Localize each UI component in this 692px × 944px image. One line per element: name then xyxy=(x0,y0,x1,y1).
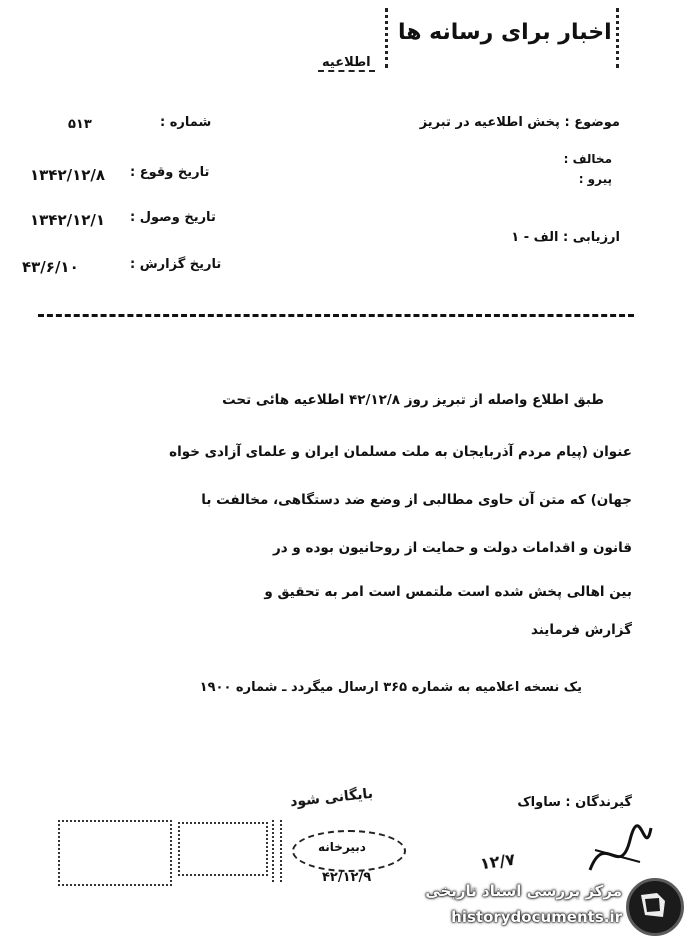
archive-url: historydocuments.ir xyxy=(451,908,622,926)
evaluation-label: ارزیابی : xyxy=(563,230,620,245)
follower-label: پیرو : xyxy=(578,172,612,186)
opponent-label: مخالف : xyxy=(563,152,612,166)
archive-logo-icon xyxy=(626,878,684,936)
classification-label: اطلاعیه xyxy=(318,55,375,72)
body-line: گزارش فرمایند xyxy=(530,622,632,638)
received-date-value: ۱۳۴۲/۱۲/۱ xyxy=(30,211,106,229)
recipients-label: گیرندگان : xyxy=(565,795,632,810)
archive-watermark xyxy=(402,874,692,944)
archive-org-name: مرکز بررسی اسناد تاریخی xyxy=(425,882,622,900)
body-line: طبق اطلاع واصله از تبریز روز ۴۲/۱۲/۸ اطلاعیه هائی تحت xyxy=(222,392,604,408)
evaluation-row xyxy=(511,230,620,245)
office-stamp-number: ۴۲/۱۲/۹ xyxy=(322,870,372,885)
office-stamp-text: دبیرخانه xyxy=(318,840,366,854)
number-label: شماره : xyxy=(160,115,212,130)
event-date-value: ۱۳۴۲/۱۲/۸ xyxy=(30,166,106,184)
report-date-label: تاریخ گزارش : xyxy=(130,257,222,272)
body-line: عنوان (پیام مردم آذربایجان به ملت مسلمان ایران و علمای آزادی خواه xyxy=(169,444,632,460)
stamp-divider xyxy=(272,820,282,882)
report-date-value: ۴۳/۶/۱۰ xyxy=(22,258,79,276)
header-stamp-title: اخبار برای رسانه ها xyxy=(398,20,612,45)
body-line: قانون و اقدامات دولت و حمایت از روحانیون بوده و در xyxy=(273,540,632,556)
recipients-value: ساواک xyxy=(517,795,561,810)
body-line: بین اهالی پخش شده است ملتمس است امر به تحقیق و xyxy=(264,584,632,600)
subject-label: موضوع : xyxy=(564,115,620,130)
empty-stamp-box xyxy=(178,822,268,876)
handwritten-initials: ۱۲/۷ xyxy=(478,849,517,874)
attachment-note: یک نسخه اعلامیه به شماره ۳۶۵ ارسال میگردد ـ شماره ۱۹۰۰ xyxy=(199,680,582,695)
section-divider xyxy=(38,314,634,317)
body-line: جهان) که متن آن حاوی مطالبی از وضع ضد دستگاهی، مخالفت با xyxy=(201,492,632,508)
subject-value: پخش اطلاعیه در تبریز xyxy=(419,115,560,130)
received-date-label: تاریخ وصول : xyxy=(130,210,216,225)
subject-row xyxy=(420,115,620,130)
recipients-row xyxy=(517,795,632,810)
number-value: ۵۱۳ xyxy=(68,117,92,132)
evaluation-value: الف - ۱ xyxy=(511,230,559,245)
empty-stamp-box xyxy=(58,820,172,886)
event-date-label: تاریخ وقوع : xyxy=(130,165,210,180)
signature-note: بایگانی شود xyxy=(289,785,374,811)
signature-scribble xyxy=(585,820,655,880)
